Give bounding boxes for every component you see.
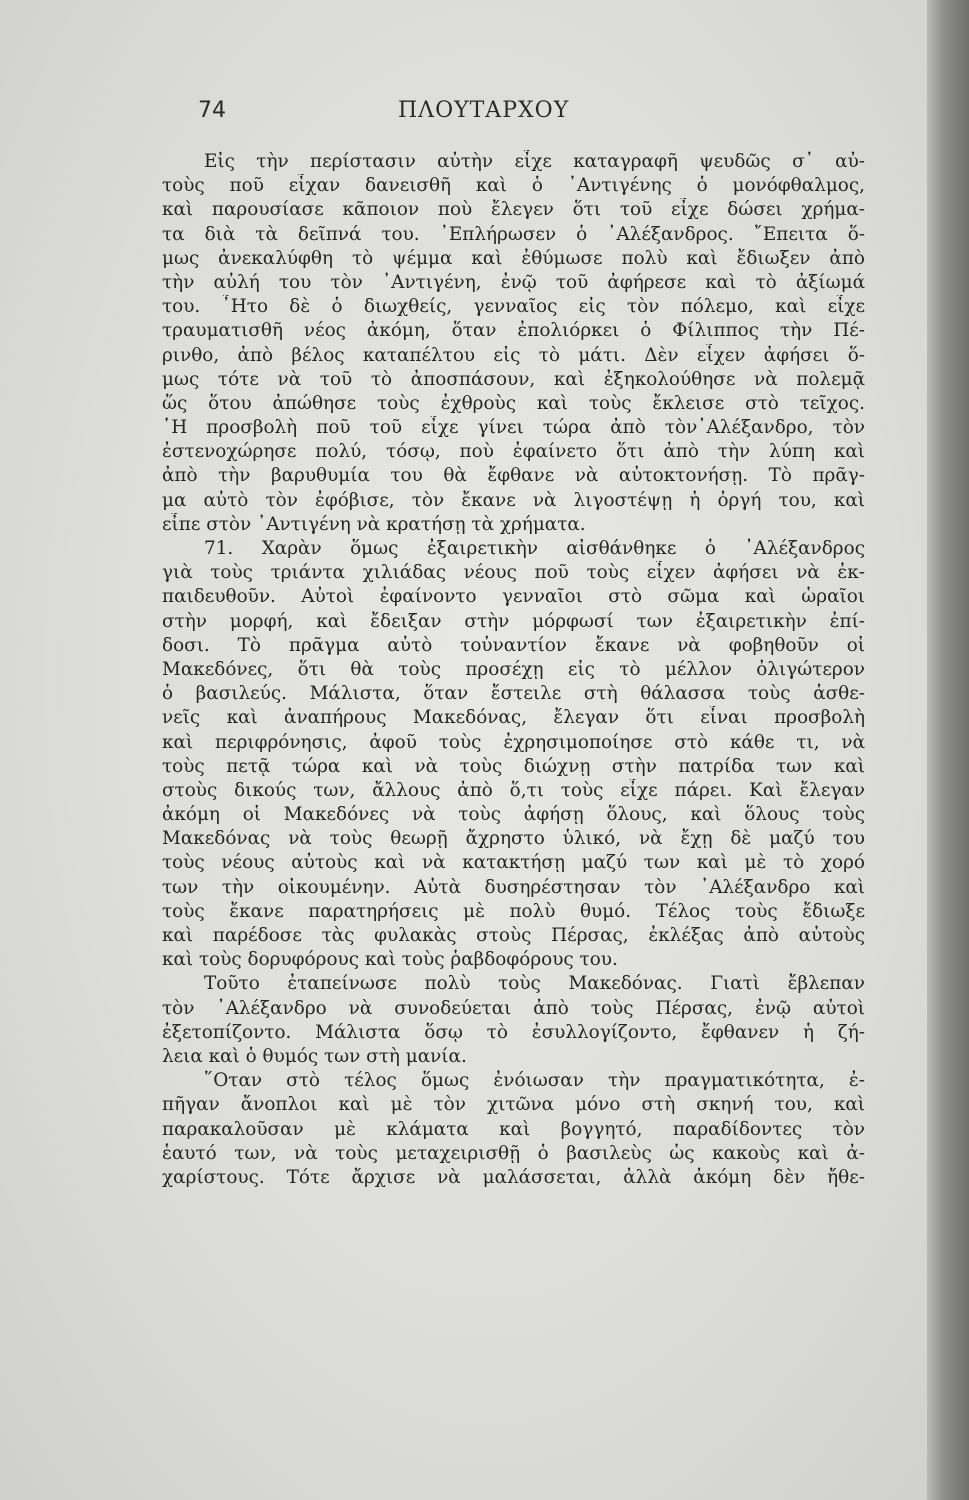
text-line: καὶ περιφρόνησις, ἀφοῦ τοὺς ἐχρησιμοποίησε στὸ κάθε τι, νὰ xyxy=(162,731,865,753)
text-line: τοὺς ἔκανε παρατηρήσεις μὲ πολὺ θυμό. Τέλος τοὺς ἔδιωξε xyxy=(162,900,865,922)
text-line: μως ἀνεκαλύφθη τὸ ψέμμα καὶ ἐθύμωσε πολὺ καὶ ἔδιωξεν ἀπὸ xyxy=(162,247,865,269)
page-binding-edge xyxy=(927,0,969,1500)
text-line: ῾Η προσβολὴ ποῦ τοῦ εἶχε γίνει τώρα ἀπὸ τὸν᾽Αλέξανδρο, τὸν xyxy=(162,417,865,439)
text-line: ὁ βασιλεύς. Μάλιστα, ὅταν ἔστειλε στὴ θάλασσα τοὺς ἀσθε- xyxy=(162,683,865,705)
text-line: χαρίστους. Τότε ἄρχισε νὰ μαλάσσεται, ἀλλὰ ἀκόμη δὲν ἤθε- xyxy=(162,1166,865,1188)
text-line: ἐστενοχώρησε πολύ, τόσῳ, ποὺ ἐφαίνετο ὅτι ἀπὸ τὴν λύπη καὶ xyxy=(162,441,865,463)
text-line: πῆγαν ἄνοπλοι καὶ μὲ τὸν χιτῶνα μόνο στὴ σκηνή του, καὶ xyxy=(162,1094,865,1116)
text-line: Μακεδόνας νὰ τοὺς θεωρῇ ἄχρηστο ὑλικό, νὰ ἔχῃ δὲ μαζύ του xyxy=(162,828,865,850)
text-line: ῞Οταν στὸ τέλος ὅμως ἐνόιωσαν τὴν πραγματικότητα, ἐ- xyxy=(204,1070,865,1092)
text-line: καὶ παρέδοσε τὰς φυλακὰς στοὺς Πέρσας, ἐκλέξας ἀπὸ αὐτοὺς xyxy=(162,925,865,946)
text-line: νεῖς καὶ ἀναπήρους Μακεδόνας, ἔλεγαν ὅτι εἶναι προσβολὴ xyxy=(162,707,865,729)
text-line: λεια καὶ ὁ θυμός των στὴ μανία. xyxy=(162,1045,467,1067)
text-line: Μακεδόνες, ὅτι θὰ τοὺς προσέχῃ εἰς τὸ μέλλον ὀλιγώτερον xyxy=(162,658,865,680)
text-line: μως τότε νὰ τοῦ τὸ ἀποσπάσουν, καὶ ἐξηκολούθησε νὰ πολεμᾷ xyxy=(162,368,865,390)
text-line: καὶ παρουσίασε κᾶποιον ποὺ ἔλεγεν ὅτι τοῦ εἶχε δώσει χρήμα- xyxy=(162,199,865,221)
text-line: τοὺς πετᾷ τώρα καὶ νὰ τοὺς διώχνῃ στὴν πατρίδα των καὶ xyxy=(162,755,865,777)
text-line: στοὺς δικούς των, ἄλλους ἀπὸ ὅ,τι τοὺς εἶχε πάρει. Καὶ ἔλεγαν xyxy=(162,779,865,801)
text-line: τὸν ᾽Αλέξανδρο νὰ συνοδεύεται ἀπὸ τοὺς Πέρσας, ἐνῷ αὐτοὶ xyxy=(162,997,865,1019)
text-line: Τοῦτο ἐταπείνωσε πολὺ τοὺς Μακεδόνας. Γιατὶ ἔβλεπαν xyxy=(204,973,865,995)
text-line: Εἰς τὴν περίστασιν αὐτὴν εἶχε καταγραφῆ ψευδῶς σ᾽ αὐ- xyxy=(204,151,865,172)
text-line: παιδευθοῦν. Αὐτοὶ ἐφαίνοντο γενναῖοι στὸ σῶμα καὶ ὡραῖοι xyxy=(162,586,865,608)
text-line: τὴν αὐλή του τὸν ᾽Αντιγένη, ἐνῷ τοῦ ἀφήρεσε καὶ τὸ ἀξίωμά xyxy=(162,271,865,293)
page-header xyxy=(0,98,969,134)
text-line: ἑαυτό των, νὰ τοὺς μεταχειρισθῇ ὁ βασιλεὺς ὡς κακοὺς καὶ ἀ- xyxy=(162,1142,865,1164)
text-line: καὶ τοὺς δορυφόρους καὶ τοὺς ῥαβδοφόρους του. xyxy=(162,949,618,971)
text-line: στὴν μορφή, καὶ ἔδειξαν στὴν μόρφωσί των ἐξαιρετικὴν ἐπί- xyxy=(162,610,865,632)
page-number: 74 xyxy=(198,98,226,123)
text-line: ἀπὸ τὴν βαρυθυμία του θὰ ἔφθανε νὰ αὐτοκτονήσῃ. Τὸ πρᾶγ- xyxy=(162,465,865,487)
text-line: τα διὰ τὰ δεῖπνά του. ᾽Επλήρωσεν ὁ ᾽Αλέξανδρος. ῎Επειτα ὅ- xyxy=(162,223,865,245)
text-line: ἀκόμη οἱ Μακεδόνες νὰ τοὺς ἀφήσῃ ὅλους, καὶ ὅλους τοὺς xyxy=(162,804,865,826)
running-head: ΠΛΟΥΤΑΡΧΟΥ xyxy=(398,98,570,123)
body-text xyxy=(162,150,865,1190)
text-line: του. ῏Ητο δὲ ὁ διωχθείς, γενναῖος εἰς τὸν πόλεμο, καὶ εἶχε xyxy=(162,296,865,318)
text-line: γιὰ τοὺς τριάντα χιλιάδας νέους ποῦ τοὺς εἶχεν ἀφήσει νὰ ἐκ- xyxy=(162,562,865,584)
text-line: δοσι. Τὸ πρᾶγμα αὐτὸ τοὐναντίον ἔκανε νὰ φοβηθοῦν οἱ xyxy=(162,634,865,656)
text-line: ρινθο, ἀπὸ βέλος καταπέλτου εἰς τὸ μάτι. Δὲν εἶχεν ἀφήσει ὅ- xyxy=(162,344,865,366)
text-line: εἶπε στὸν ᾽Αντιγένη νὰ κρατήσῃ τὰ χρήματα. xyxy=(162,513,586,535)
text-line: τραυματισθῆ νέος ἀκόμη, ὅταν ἐπολιόρκει ὁ Φίλιππος τὴν Πέ- xyxy=(162,320,865,342)
text-line: μα αὐτὸ τὸν ἐφόβισε, τὸν ἔκανε νὰ λιγοστέψῃ ἡ ὀργή του, καὶ xyxy=(162,489,865,511)
text-line: 71. Χαρὰν ὅμως ἐξαιρετικὴν αἰσθάνθηκε ὁ ᾽Αλέξανδρος xyxy=(204,538,865,559)
text-line: τοὺς ποῦ εἶχαν δανεισθῆ καὶ ὁ ᾽Αντιγένης ὁ μονόφθαλμος, xyxy=(162,175,865,197)
text-line: ὥς ὅτου ἀπώθησε τοὺς ἐχθροὺς καὶ τοὺς ἔκλεισε στὸ τεῖχος. xyxy=(162,392,865,414)
text-line: ἐξετοπίζοντο. Μάλιστα ὅσῳ τὸ ἐσυλλογίζοντο, ἔφθανεν ἡ ζή- xyxy=(162,1021,865,1043)
text-line: τοὺς νέους αὐτοὺς καὶ νὰ κατακτήσῃ μαζύ των καὶ μὲ τὸ χορό xyxy=(162,852,865,874)
text-line: παρακαλοῦσαν μὲ κλάματα καὶ βογγητό, παραδίδοντες τὸν xyxy=(162,1118,865,1140)
text-line: των τὴν οἰκουμένην. Αὐτὰ δυσηρέστησαν τὸν ᾽Αλέξανδρο καὶ xyxy=(162,876,865,898)
